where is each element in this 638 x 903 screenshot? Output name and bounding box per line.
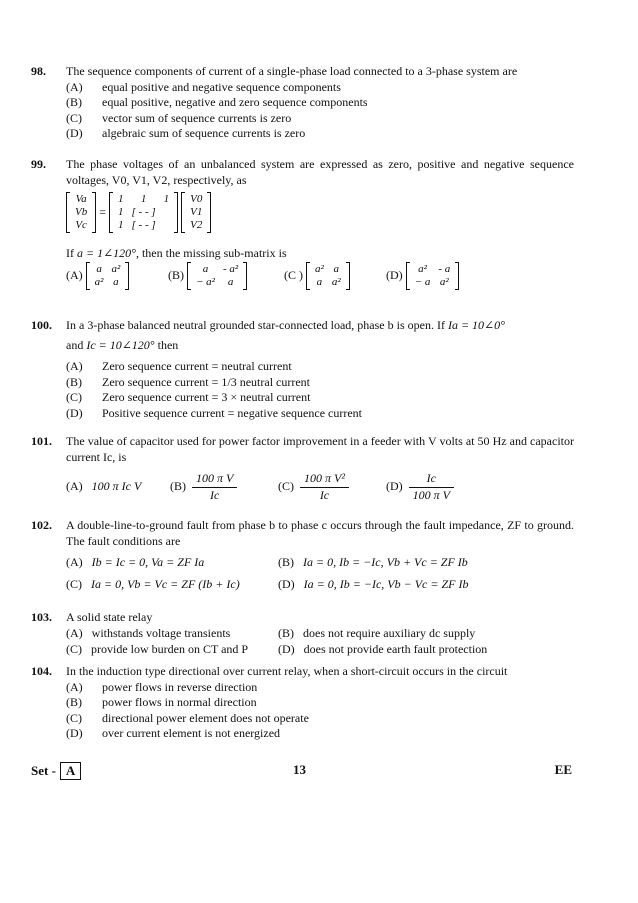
- page-number: 13: [293, 762, 306, 777]
- option-a: (A) withstands voltage transients: [66, 625, 231, 640]
- question-104: [31, 664, 574, 742]
- option-a: (A) a a² a² a: [66, 262, 129, 290]
- option-c: (C) Zero sequence current = 3 × neutral current: [66, 390, 311, 404]
- question-number: 104.: [31, 664, 52, 678]
- option-c: (C) directional power element does not operate: [66, 710, 309, 725]
- option-a: (A) Ib = Ic = 0, Va = ZF Ia: [66, 555, 205, 569]
- if-condition: If a = 1∠120°, then the missing sub-matrix is: [66, 246, 287, 260]
- condition-line: and Ic = 10∠120° then: [66, 337, 179, 352]
- option-d: (D) a² - a − a a²: [386, 262, 459, 290]
- options-row: [66, 471, 574, 511]
- question-101: [31, 434, 574, 511]
- option-a: (A) equal positive and negative sequence components: [66, 79, 341, 94]
- option-c: (C) Ia = 0, Vb = Vc = ZF (Ib + Ic): [66, 577, 240, 591]
- option-c: (C) vector sum of sequence currents is zero: [66, 110, 292, 125]
- question-number: 101.: [31, 434, 52, 448]
- option-d: (D) does not provide earth fault protection: [278, 641, 488, 656]
- options-row-1: [66, 626, 574, 642]
- options-row: [66, 262, 574, 298]
- question-98: [31, 64, 574, 142]
- question-stem: The sequence components of current of a single-phase load connected to a 3-phase system are: [66, 64, 518, 78]
- options-row-2: [66, 642, 574, 658]
- question-number: 102.: [31, 518, 52, 532]
- option-b: (B) Zero sequence current = 1/3 neutral current: [66, 374, 311, 389]
- sequence-matrix-equation: Va Vb Vc = 1 1 1 1 [ - - ] 1 [ - - ] V0 V1 V2: [66, 192, 574, 244]
- option-d: (D) Positive sequence current = negative sequence current: [66, 405, 362, 420]
- option-b: (B) power flows in normal direction: [66, 695, 257, 709]
- transformation-matrix: 1 1 1 1 [ - - ] 1 [ - - ]: [109, 192, 178, 233]
- question-number: 103.: [31, 610, 52, 624]
- option-d: (D) over current element is not energized: [66, 726, 281, 740]
- option-d: (D) Ia = 0, Ib = −Ic, Vb − Vc = ZF Ib: [278, 577, 469, 591]
- question-stem: The value of capacitor used for power factor improvement in a feeder with V volts at 50 Hz and capacitor current Ic, is: [66, 434, 574, 464]
- question-stem: A solid state relay: [66, 610, 153, 624]
- option-b: (B) does not require auxiliary dc supply: [278, 625, 476, 640]
- question-102: [31, 518, 574, 599]
- question-99: [31, 157, 574, 298]
- option-d: (D) $\frac{Ic}{\text{100 π V}}$: [386, 471, 454, 503]
- option-c: (C ) a² a a a²: [284, 262, 350, 290]
- options-row-1: [66, 555, 574, 577]
- question-stem: The phase voltages of an unbalanced system are expressed as zero, positive and negative sequence voltages, V0, V1, V2, respectively, as: [66, 157, 574, 187]
- question-number: 98.: [31, 64, 46, 78]
- set-label: Set -: [31, 763, 56, 778]
- options-row-2: [66, 577, 574, 599]
- page-footer: [31, 762, 572, 780]
- option-a: (A) power flows in reverse direction: [66, 679, 258, 694]
- question-stem: In the induction type directional over current relay, when a short-circuit occurs in the circuit: [66, 664, 508, 678]
- question-103: [31, 610, 574, 658]
- set-badge: A: [60, 762, 81, 780]
- option-c: (C) provide low burden on CT and P: [66, 641, 249, 656]
- option-b: (B) equal positive, negative and zero sequence components: [66, 95, 368, 109]
- question-stem: A double-line-to-ground fault from phase b to phase c occurs through the fault impedance, ZF to ground. The fault conditions are: [66, 518, 574, 548]
- question-stem: In a 3-phase balanced neutral grounded star-connected load, phase b is open. If Ia = 10∠0°: [66, 318, 505, 332]
- option-d: (D) algebraic sum of sequence currents is zero: [66, 126, 306, 140]
- sequence-voltage-vector: V0 V1 V2: [181, 192, 211, 233]
- phase-voltage-vector: Va Vb Vc: [66, 192, 96, 233]
- option-c: (C) $\frac{\text{100 π V²}}{Ic}$: [278, 471, 349, 503]
- option-a: (A) 100 π Ic V: [66, 479, 142, 493]
- option-b: (B) $\frac{\text{100 π V}}{Ic}$: [170, 471, 237, 503]
- question-number: 100.: [31, 318, 52, 332]
- question-number: 99.: [31, 157, 46, 171]
- option-b: (B) a - a² − a² a: [168, 262, 247, 290]
- option-a: (A) Zero sequence current = neutral current: [66, 359, 292, 373]
- subject-code: EE: [554, 762, 572, 777]
- question-100: [31, 318, 574, 421]
- option-b: (B) Ia = 0, Ib = −Ic, Vb + Vc = ZF Ib: [278, 555, 468, 569]
